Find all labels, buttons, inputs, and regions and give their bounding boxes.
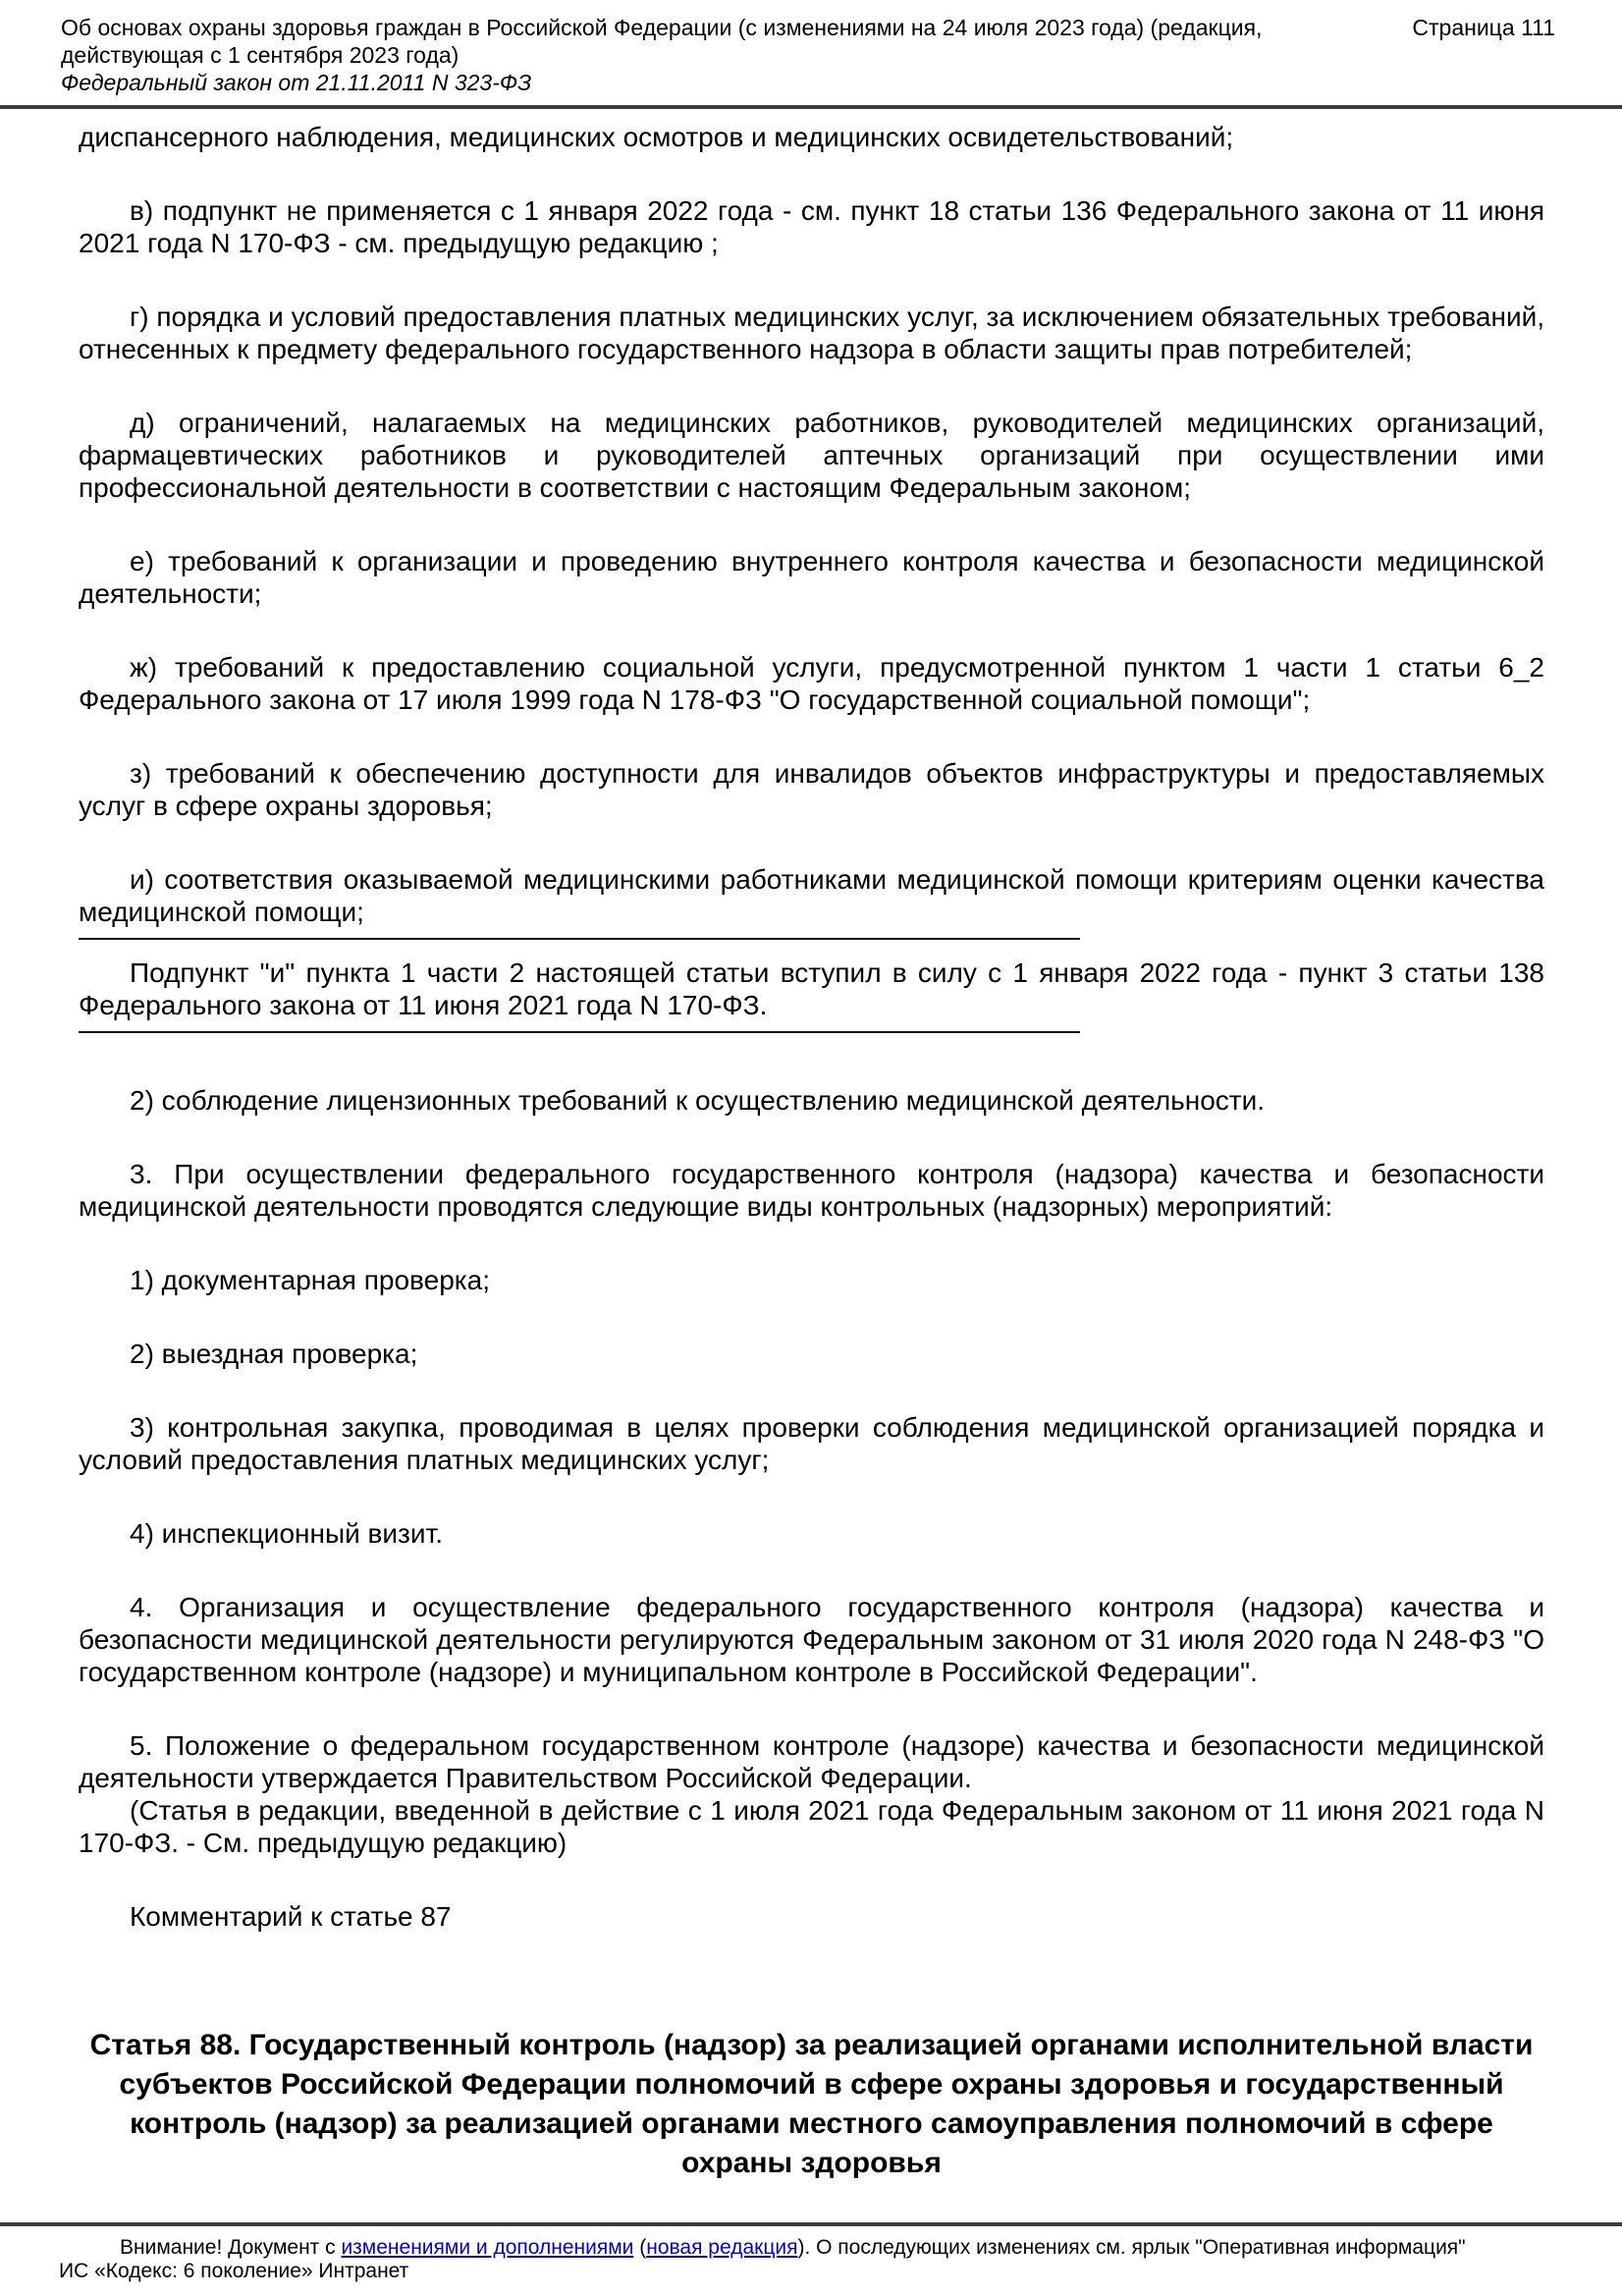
para-subpoint-zh: ж) требований к предоставлению социальной услуги, предусмотренной пунктом 1 части 1 статьи 6_2 Федерального закона от 17 июля 1999 года N 178-ФЗ "О государственной социальной помощи"; xyxy=(79,652,1544,715)
para-subpoint-z: з) требований к обеспечению доступности для инвалидов объектов инфраструктуры и предоставляемых услуг в сфере охраны здоровья; xyxy=(79,758,1544,821)
para-subpoint-g: г) порядка и условий предоставления платных медицинских услуг, за исключением обязательных требований, отнесенных к предмету федерального государственного надзора в области защиты прав потребителей; xyxy=(79,301,1544,364)
page-number: Страница 111 xyxy=(1412,15,1555,40)
document-title: Об основах охраны здоровья граждан в Российской Федерации (с изменениями на 24 июля 2023 года) (редакция, действующая с 1 сентября 2023 года) xyxy=(61,15,1263,68)
document-body xyxy=(0,109,1622,2183)
page-header xyxy=(0,0,1622,96)
para-continuation: диспансерного наблюдения, медицинских осмотров и медицинских освидетельствований; xyxy=(79,122,1234,152)
para-subpoint-e: е) требований к организации и проведению внутреннего контроля качества и безопасности медицинской деятельности; xyxy=(79,546,1544,609)
page-footer xyxy=(0,2222,1622,2296)
para-subpoint-v: в) подпункт не применяется с 1 января 2022 года - см. пункт 18 статьи 136 Федерального закона от 11 июня 2021 года N 170-ФЗ - см. предыдущую редакцию ; xyxy=(79,195,1544,258)
para-subpoint-d: д) ограничений, налагаемых на медицинских работников, руководителей медицинских организаций, фармацевтических работников и руководителей аптечных организаций при осуществлении ими профессиональной деятельности в соответствии с настоящим Федеральным законом; xyxy=(79,408,1544,503)
note-divider-bottom xyxy=(79,1031,1080,1033)
article-88-heading: Статья 88. Государственный контроль (надзор) за реализацией органами исполнительной власти субъектов Российской Федерации полномочий в сфере охраны здоровья и государственный контроль (надзор) за реализацией органами местного самоуправления полномочий в сфере охраны здоровья xyxy=(89,2029,1534,2179)
footer-notice-mid: ( xyxy=(633,2236,647,2259)
footer-notice-prefix: Внимание! Документ с xyxy=(120,2236,342,2259)
para-check-visit: 4) инспекционный визит. xyxy=(130,1518,443,1549)
changes-and-additions-link[interactable]: изменениями и дополнениями xyxy=(341,2236,634,2259)
para-point-2: 2) соблюдение лицензионных требований к осуществлению медицинской деятельности. xyxy=(130,1085,1266,1116)
document-subtitle: Федеральный закон от 21.11.2011 N 323-ФЗ xyxy=(61,70,532,95)
para-check-purchase: 3) контрольная закупка, проводимая в целях проверки соблюдения медицинской организацией порядка и условий предоставления платных медицинских услуг; xyxy=(79,1412,1544,1475)
para-subpoint-i: и) соответствия оказываемой медицинскими работниками медицинской помощи критериям оценки качества медицинской помощи; xyxy=(79,864,1544,927)
para-check-field: 2) выездная проверка; xyxy=(130,1339,418,1369)
comment-to-article-87: Комментарий к статье 87 xyxy=(130,1901,452,1932)
para-part-5: 5. Положение о федеральном государственном контроле (надзоре) качества и безопасности медицинской деятельности утверждается Правительством Российской Федерации. xyxy=(79,1730,1544,1793)
para-part-3: 3. При осуществлении федерального государственного контроля (надзора) качества и безопасности медицинской деятельности проводятся следующие виды контрольных (надзорных) мероприятий: xyxy=(79,1159,1544,1222)
header-title-row xyxy=(61,14,1555,69)
para-edition-note: (Статья в редакции, введенной в действие с 1 июля 2021 года Федеральным законом от 11 июня 2021 года N 170-ФЗ. - См. предыдущую редакцию) xyxy=(79,1795,1544,1858)
footer-notice xyxy=(59,2236,1566,2260)
note-paragraph: Подпункт "и" пункта 1 части 2 настоящей статьи вступил в силу с 1 января 2022 года - пункт 3 статьи 138 Федерального закона от 11 июня 2021 года N 170-ФЗ. xyxy=(79,957,1544,1020)
footer-text xyxy=(0,2226,1622,2296)
para-part-4: 4. Организация и осуществление федерального государственного контроля (надзора) качества и безопасности медицинской деятельности регулируются Федеральным законом от 31 июля 2020 года N 248-ФЗ "О государственном контроле (надзоре) и муниципальном контроле в Российской Федерации". xyxy=(79,1592,1544,1687)
new-edition-link[interactable]: новая редакция xyxy=(646,2236,798,2259)
para-check-documentary: 1) документарная проверка; xyxy=(130,1265,490,1295)
note-divider-top xyxy=(79,938,1080,940)
footer-system-label: ИС «Кодекс: 6 поколение» Интранет xyxy=(59,2260,409,2282)
footer-notice-suffix: ). О последующих изменениях см. ярлык "Оперативная информация" xyxy=(797,2236,1466,2259)
